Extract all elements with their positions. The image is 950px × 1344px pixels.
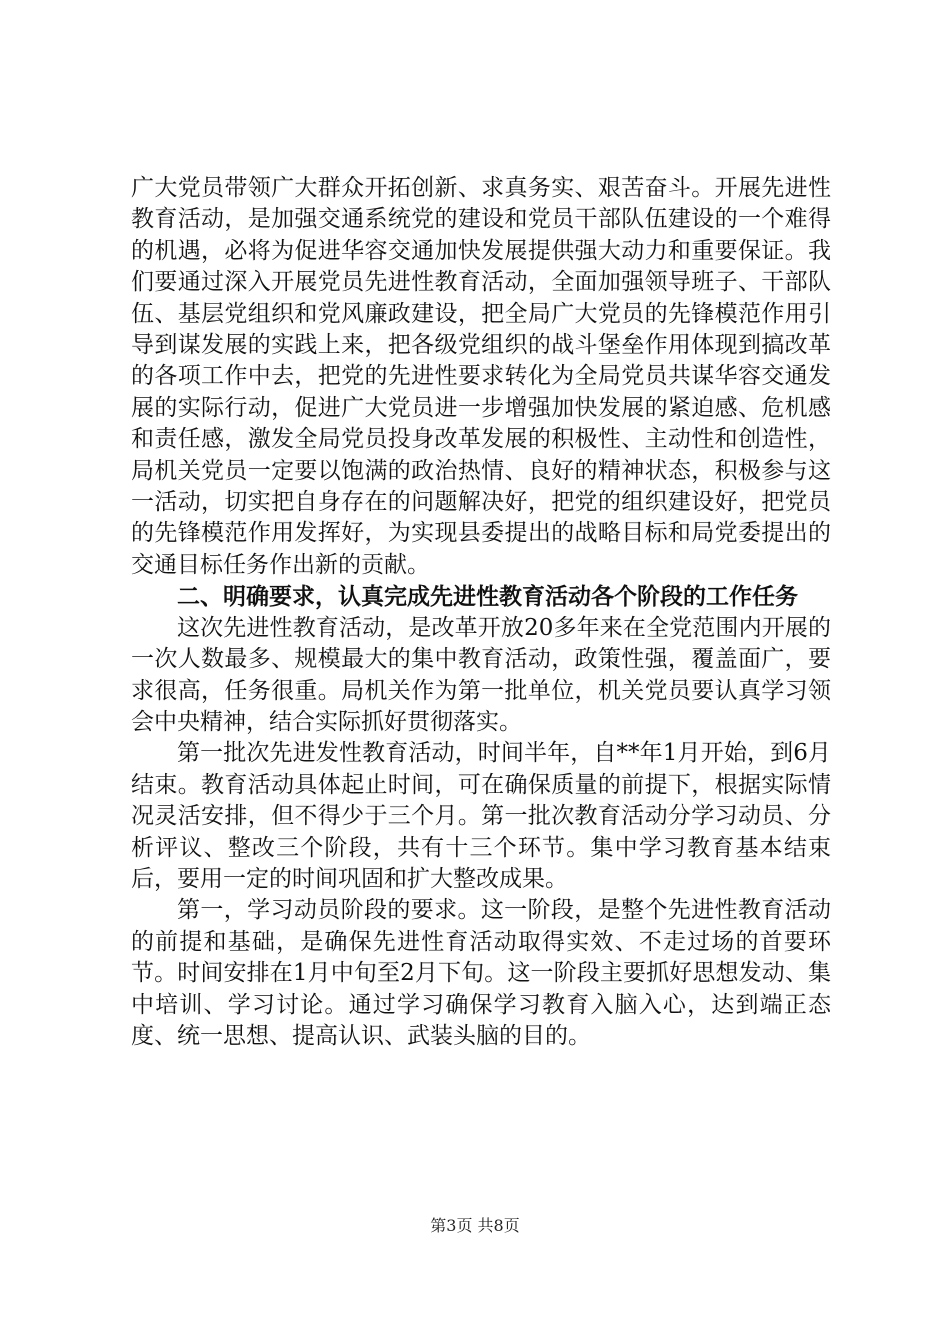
paragraph-1: 广大党员带领广大群众开拓创新、求真务实、艰苦奋斗。开展先进性教育活动，是加强交通系统党的建设和党员干部队伍建设的一个难得的机遇，必将为促进华容交通加快发展提供强大动力和重要保证。我们要通过深入开展党员先进性教育活动，全面加强领导班子、干部队伍、基层党组织和党风廉政建设，把全局广大党员的先锋模范作用引导到谋发展的实践上来，把各级党组织的战斗堡垒作用体现到搞改革的各项工作中去，把党的先进性要求转化为全局党员共谋华容交通发展的实际行动，促进广大党员进一步增强加快发展的紧迫感、危机感和责任感，激发全局党员投身改革发展的积极性、主动性和创造性，局机关党员一定要以饱满的政治热情、良好的精神状态，积极参与这一活动，切实把自身存在的问题解决好，把党的组织建设好，把党员的先锋模范作用发挥好，为实现县委提出的战略目标和局党委提出的交通目标任务作出新的贡献。 xyxy=(131,175,831,578)
paragraph-3: 第一批次先进发性教育活动，时间半年，自**年1月开始，到6月结束。教育活动具体起止时间，可在确保质量的前提下，根据实际情况灵活安排，但不得少于三个月。第一批次教育活动分学习动员、分析评议、整改三个阶段，共有十三个环节。集中学习教育基本结束后，要用一定的时间巩固和扩大整改成果。 xyxy=(131,740,831,892)
section-heading-2: 二、明确要求，认真完成先进性教育活动各个阶段的工作任务 xyxy=(177,583,798,611)
page-footer: 第3页 共8页 xyxy=(430,1216,520,1235)
paragraph-2: 这次先进性教育活动，是改革开放20多年来在全党范围内开展的一次人数最多、规模最大的集中教育活动，政策性强，覆盖面广，要求很高，任务很重。局机关作为第一批单位，机关党员要认真学习领会中央精神，结合实际抓好贯彻落实。 xyxy=(131,614,831,735)
document-body xyxy=(131,173,831,1052)
paragraph-4: 第一，学习动员阶段的要求。这一阶段，是整个先进性教育活动的前提和基础，是确保先进性育活动取得实效、不走过场的首要环节。时间安排在1月中旬至2月下旬。这一阶段主要抓好思想发动、集中培训、学习讨论。通过学习确保学习教育入脑入心，达到端正态度、统一思想、提高认识、武装头脑的目的。 xyxy=(131,897,831,1049)
